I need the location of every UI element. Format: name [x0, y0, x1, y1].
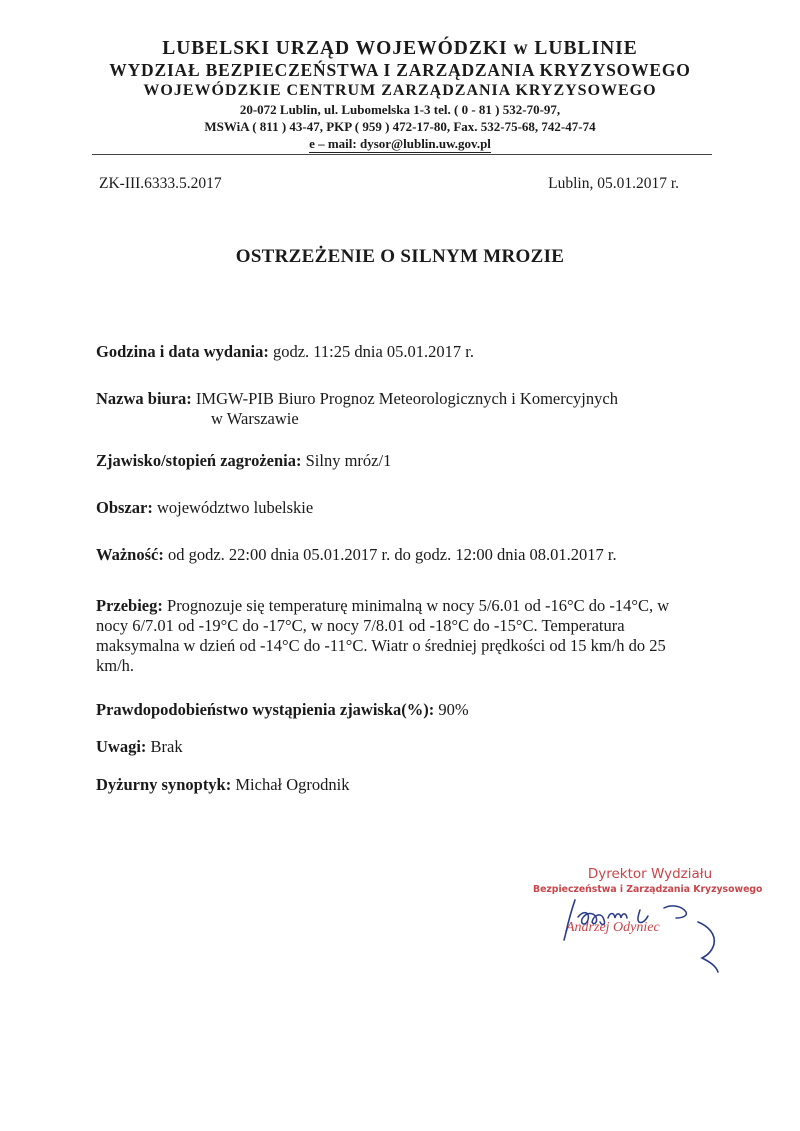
reference-number: ZK-III.6333.5.2017	[99, 175, 222, 192]
field-remarks-value: Brak	[146, 737, 183, 756]
department-name: WYDZIAŁ BEZPIECZEŃSTWA I ZARZĄDZANIA KRYZYSOWEGO	[109, 60, 691, 80]
signature-block	[530, 862, 763, 982]
field-validity-value: od godz. 22:00 dnia 05.01.2017 r. do godz. 12:00 dnia 08.01.2017 r.	[163, 545, 617, 564]
field-office-value-cont: w Warszawie	[211, 409, 299, 428]
signature-subtitle: Bezpieczeństwa i Zarządzania Kryzysowego	[533, 884, 763, 895]
field-validity-label: Ważność:	[96, 545, 164, 564]
field-forecaster-label: Dyżurny synoptyk:	[96, 775, 232, 794]
field-phenomenon-label: Zjawisko/stopień zagrożenia:	[96, 451, 302, 470]
address-line: 20-072 Lublin, ul. Lubomelska 1-3 tel. ( 0 - 81 ) 532-70-97,	[239, 102, 561, 117]
field-forecaster	[96, 775, 706, 795]
field-validity	[96, 545, 706, 565]
field-course-label: Przebieg:	[96, 596, 163, 615]
field-area-value: województwo lubelskie	[152, 498, 314, 517]
field-office	[96, 389, 706, 429]
document-title: OSTRZEŻENIE O SILNYM MROZIE	[235, 246, 565, 267]
field-office-value: IMGW-PIB Biuro Prognoz Meteorologicznych i Komercyjnych	[191, 389, 618, 408]
field-issue-value: godz. 11:25 dnia 05.01.2017 r.	[268, 342, 474, 361]
field-course	[96, 596, 701, 676]
field-issue	[96, 342, 706, 362]
field-probability	[96, 700, 706, 720]
field-area	[96, 498, 706, 518]
field-phenomenon	[96, 451, 706, 471]
office-name: LUBELSKI URZĄD WOJEWÓDZKI w LUBLINIE	[162, 38, 638, 59]
field-probability-value: 90%	[434, 700, 469, 719]
place-date: Lublin, 05.01.2017 r.	[548, 175, 679, 192]
field-office-label: Nazwa biura:	[96, 389, 192, 408]
field-area-label: Obszar:	[96, 498, 153, 517]
field-probability-label: Prawdopodobieństwo wystąpienia zjawiska(%):	[96, 700, 435, 719]
field-issue-label: Godzina i data wydania:	[96, 342, 269, 361]
phones-line: MSWiA ( 811 ) 43-47, PKP ( 959 ) 472-17-80, Fax. 532-75-68, 742-47-74	[204, 119, 596, 134]
signature-name: Andrzej Odyniec	[566, 920, 660, 935]
field-remarks-label: Uwagi:	[96, 737, 147, 756]
field-phenomenon-value: Silny mróz/1	[301, 451, 392, 470]
header-divider	[92, 154, 712, 155]
letterhead	[0, 38, 800, 153]
handwritten-signature	[530, 862, 730, 982]
field-forecaster-value: Michał Ogrodnik	[231, 775, 350, 794]
field-remarks	[96, 737, 706, 757]
center-name: WOJEWÓDZKIE CENTRUM ZARZĄDZANIA KRYZYSOWEGO	[143, 82, 657, 99]
field-course-value: Prognozuje się temperaturę minimalną w nocy 5/6.01 od -16°C do -14°C, w nocy 6/7.01 od -19°C do -17°C, w nocy 7/8.01 od -18°C do -15°C. Temperatura maksymalna w dzień od -14°C do -11°C. Wiatr o średniej prędkości od 15 km/h do 25 km/h.	[96, 596, 670, 675]
signature-title: Dyrektor Wydziału	[587, 866, 713, 882]
email-line: e – mail: dysor@lublin.uw.gov.pl	[309, 136, 491, 151]
